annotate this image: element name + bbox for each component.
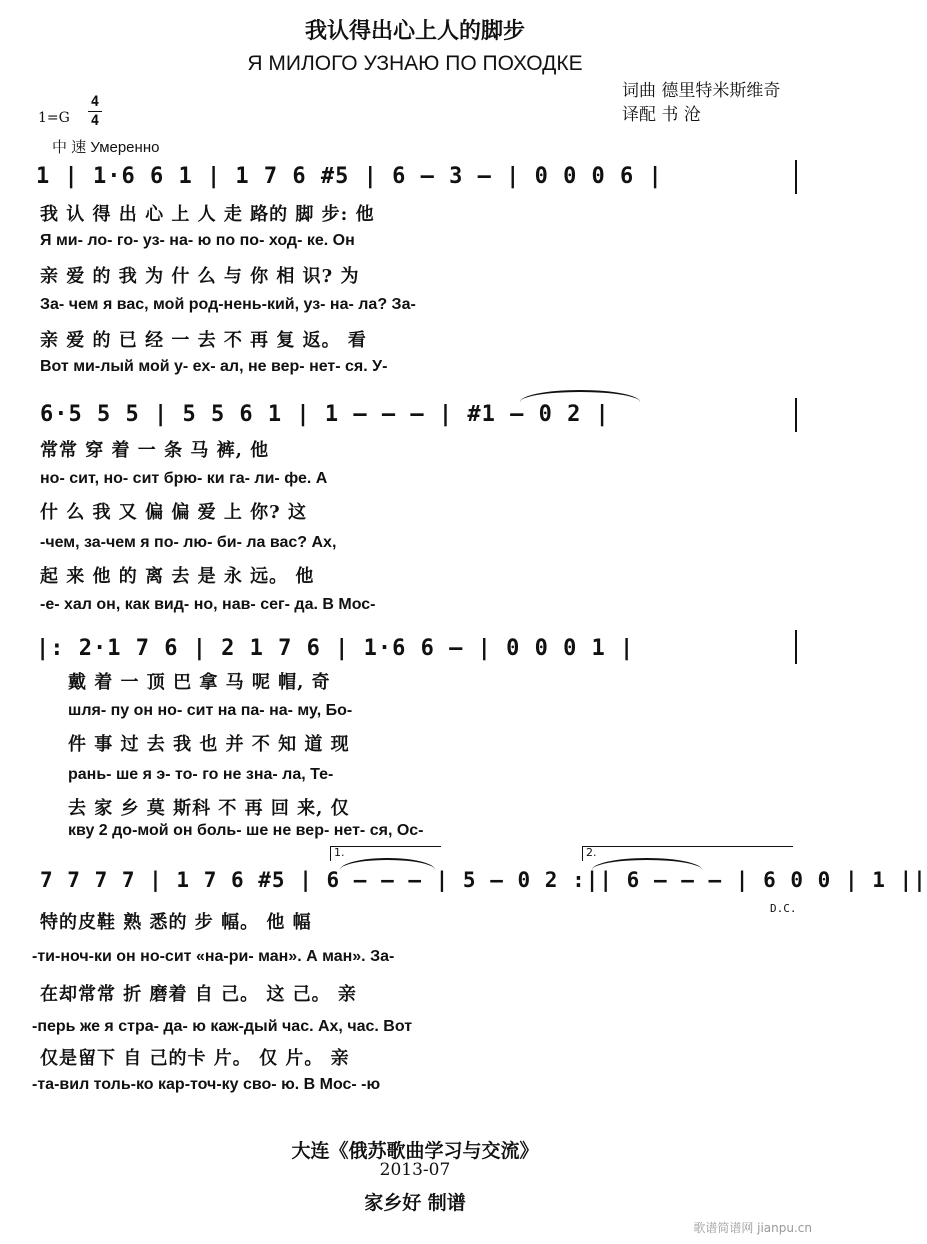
lyric-line: 特的皮鞋 熟 悉的 步 幅。 他 幅 — [40, 912, 312, 933]
title-chinese: 我认得出心上人的脚步 — [304, 18, 525, 44]
lyric-line: 仅是留下 自 己的卡 片。 仅 片。 亲 — [40, 1048, 350, 1069]
dc-mark: D.C. — [770, 902, 797, 915]
footer-source: 大连《俄苏歌曲学习与交流》 — [291, 1140, 539, 1162]
lyric-line: -та-вил толь-ко кар-точ-ку сво- ю. В Мос- -ю — [32, 1076, 381, 1093]
key-signature: 1=G — [38, 110, 70, 126]
lyric-line: Я ми- ло- го- уз- на- ю по по- ход- ке. Он — [40, 232, 355, 249]
lyric-line: рань- ше я э- то- го не зна- ла, Те- — [68, 766, 334, 783]
lyric-line: кву 2 до-мой он боль- ше не вер- нет- ся, Ос- — [68, 822, 424, 839]
volta-1-label: 1. — [334, 846, 345, 859]
barline — [795, 630, 797, 664]
lyric-line: 我 认 得 出 心 上 人 走 路的 脚 步: 他 — [40, 204, 375, 225]
barline — [795, 398, 797, 432]
notes-row-1: 1 | 1·6 6 1 | 1 7 6 #5 | 6 – 3 – | 0 0 0 6 | — [36, 164, 663, 189]
footer-arranger: 家乡好 制谱 — [364, 1192, 466, 1214]
lyric-line: -перь же я стра- да- ю каж-дый час. Ах, час. Вот — [32, 1018, 413, 1035]
lyric-line: 亲 爱 的 已 经 一 去 不 再 复 返。 看 — [40, 330, 367, 351]
title-russian: Я МИЛОГО УЗНАЮ ПО ПОХОДКЕ — [247, 52, 583, 75]
lyric-line: 件 事 过 去 我 也 并 不 知 道 现 — [68, 734, 350, 755]
credit-translator: 译配 书 沧 — [622, 105, 701, 125]
lyric-line: 去 家 乡 莫 斯科 不 再 回 来, 仅 — [68, 798, 350, 819]
footer-date: 2013-07 — [379, 1160, 451, 1180]
lyric-line: Вот ми-лый мой у- ех- ал, не вер- нет- ся. У- — [40, 358, 388, 375]
lyric-line: но- сит, но- сит брю- ки га- ли- фе. А — [40, 470, 328, 487]
lyric-line: 在却常常 折 磨着 自 己。 这 己。 亲 — [40, 984, 357, 1005]
lyric-line: -е- хал он, как вид- но, нав- сег- да. В Мос- — [40, 596, 376, 613]
lyric-line: 戴 着 一 顶 巴 拿 马 呢 帽, 奇 — [68, 672, 331, 693]
notes-row-2: 6·5 5 5 | 5 5 6 1 | 1 – – – | #1 – 0 2 | — [40, 402, 610, 427]
credit-composer: 词曲 德里特米斯维奇 — [622, 81, 781, 101]
volta-bracket-2 — [582, 846, 793, 861]
notes-row-3: |: 2·1 7 6 | 2 1 7 6 | 1·6 6 – | 0 0 0 1 | — [36, 636, 635, 661]
lyric-line: За- чем я вас, мой род-нень-кий, уз- на- ла? За- — [40, 296, 416, 313]
lyric-line: 常常 穿 着 一 条 马 裤, 他 — [40, 440, 270, 461]
lyric-line: 什 么 我 又 偏 偏 爱 上 你? 这 — [40, 502, 307, 523]
volta-2-label: 2. — [586, 846, 597, 859]
time-signature: 4 4 — [88, 94, 102, 129]
barline — [795, 160, 797, 194]
watermark: 歌谱简谱网 jianpu.cn — [693, 1221, 812, 1235]
lyric-line: 起 来 他 的 离 去 是 永 远。 他 — [40, 566, 315, 587]
notes-row-4: 7 7 7 7 | 1 7 6 #5 | 6 – – – | 5 – 0 2 :|| 6 – – – | 6 0 0 | 1 || — [40, 868, 927, 892]
lyric-line: -чем, за-чем я по- лю- би- ла вас? Ах, — [40, 534, 337, 551]
lyric-line: шля- пу он но- сит на па- на- му, Бо- — [68, 702, 353, 719]
lyric-line: -ти-ноч-ки он но-сит «на-ри- ман». А ман». За- — [32, 948, 395, 965]
tie — [520, 390, 640, 402]
tempo-marking: 中 速 Умеренно — [52, 139, 160, 156]
lyric-line: 亲 爱 的 我 为 什 么 与 你 相 识? 为 — [40, 266, 360, 287]
